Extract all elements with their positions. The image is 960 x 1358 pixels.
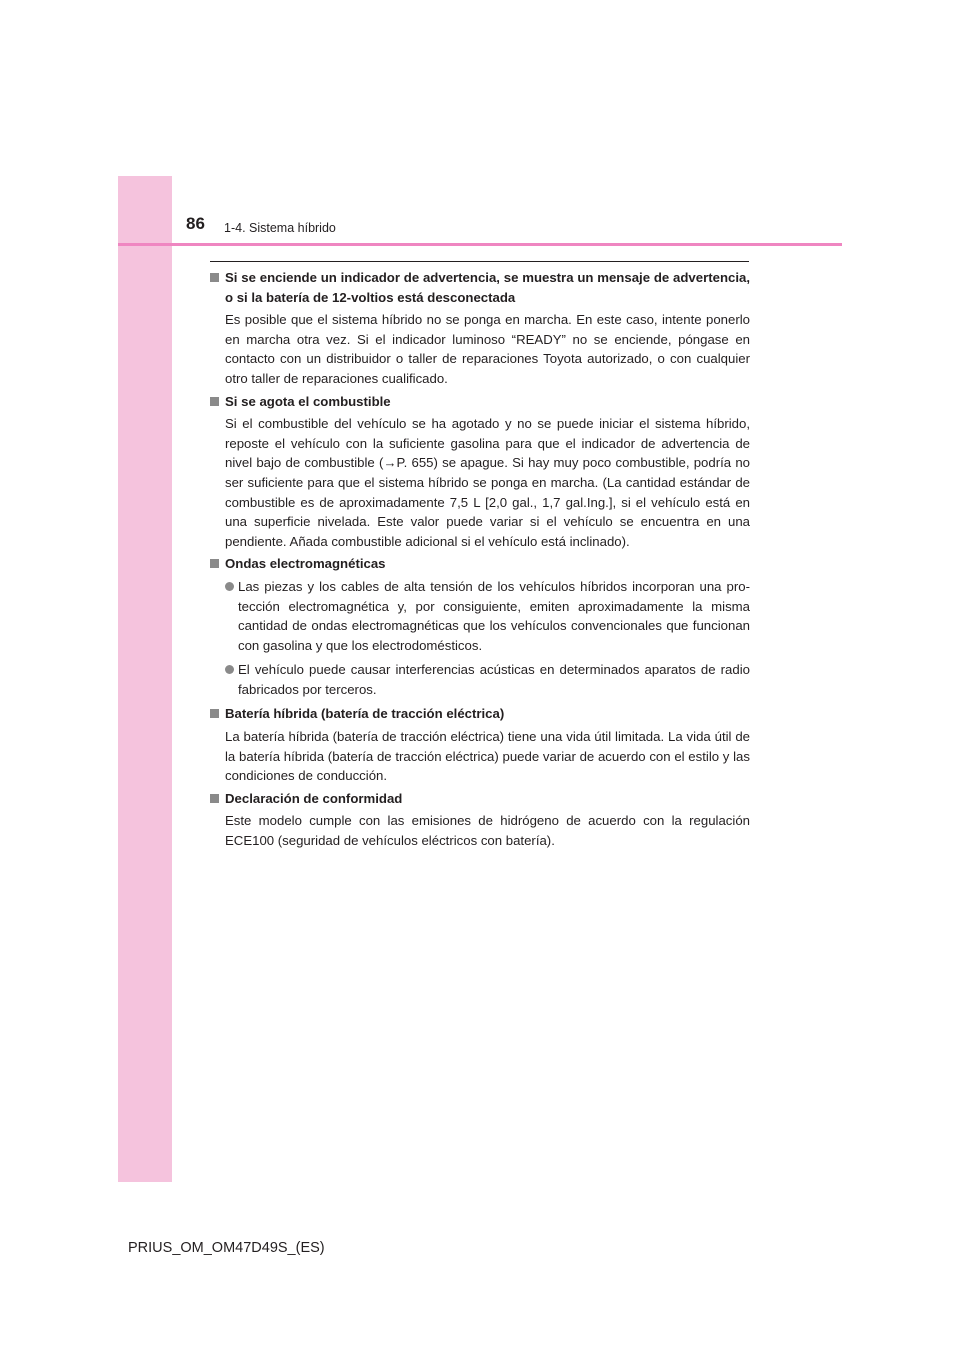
section-paragraph: Este modelo cumple con las emisiones de hidrógeno de acuerdo con la regulación ECE100 (seguridad de vehículos eléctricos con batería).: [225, 813, 750, 849]
content-top-rule: [210, 261, 749, 262]
square-bullet-icon: [210, 559, 219, 568]
page-number: 86: [186, 214, 205, 233]
list-item: [210, 660, 750, 699]
heading-text: Si se agota el combustible: [225, 393, 391, 409]
list-item: [210, 577, 750, 655]
heading-text: Batería híbrida (batería de tracción eléctrica): [225, 706, 505, 722]
list-item-text: El vehículo puede causar interferencias acústicas en determinados aparatos de radio fabricados por terceros.: [238, 662, 750, 697]
footer-document-code: PRIUS_OM_OM47D49S_(ES): [128, 1240, 325, 1256]
square-bullet-icon: [210, 709, 219, 718]
section-heading: [210, 789, 750, 809]
page-content: [210, 268, 750, 854]
header-rule: [118, 243, 842, 246]
side-color-bar: [118, 176, 172, 1182]
section-declaration-conformity: [210, 789, 750, 851]
section-title: 1-4. Sistema híbrido: [224, 221, 336, 235]
heading-text: Ondas electromagnéticas: [225, 556, 386, 572]
section-paragraph: Si el combustible del vehículo se ha agotado y no se puede iniciar el sistema híbrido, reposte el vehículo con la suficiente gasolina para que el indicador de advertencia de nivel bajo de combustible (→P. 655) se apague. Si hay muy poco combustible, podría no ser suficiente para que el sistema híbrido se ponga en marcha. (La cantidad estándar de combustible es de aproximadamente 7,5 L [2,0 gal., 1,7 gal.Ing.], si el vehículo está en una superficie nivelada. Este valor puede variar si el vehículo se encuentra en una pendiente. Añada combustible adicional si el vehículo está inclinado).: [225, 416, 750, 549]
square-bullet-icon: [210, 397, 219, 406]
section-heading: [210, 392, 750, 412]
square-bullet-icon: [210, 273, 219, 282]
heading-text: Si se enciende un indicador de advertencia, se muestra un mensaje de advertencia, o si la batería de 12-voltios está desconectada: [225, 270, 750, 305]
section-paragraph: Es posible que el sistema híbrido no se ponga en marcha. En este caso, intente ponerlo en marcha otra vez. Si el indicador luminoso “READY” no se enciende, póngase en contacto con un distribuidor o taller de reparaciones Toyota autorizado, o con cualquier otro taller de reparaciones cualificado.: [225, 312, 750, 386]
list-item-text: Las piezas y los cables de alta tensión de los vehículos híbridos incorporan una protección electromagnética y, por consiguiente, emiten aproximadamente la misma cantidad de ondas electromagnéticas que los vehículos convencionales que funcionan con gasolina y que los electrodomésticos.: [238, 578, 750, 653]
section-fuel-empty: [210, 392, 750, 552]
section-hybrid-battery: [210, 704, 750, 785]
section-warning-indicator: [210, 268, 750, 389]
section-paragraph: La batería híbrida (batería de tracción eléctrica) tiene una vida útil limitada. La vida útil de la batería híbrida (batería de tracción eléctrica) puede variar de acuerdo con el estilo y las condiciones de conducción.: [225, 729, 750, 784]
circle-bullet-icon: [225, 582, 234, 591]
square-bullet-icon: [210, 794, 219, 803]
circle-bullet-icon: [225, 665, 234, 674]
heading-text: Declaración de conformidad: [225, 790, 403, 806]
section-heading: [210, 554, 750, 574]
section-electromagnetic-waves: [210, 554, 750, 699]
section-heading: [210, 704, 750, 724]
section-heading: [210, 268, 750, 307]
